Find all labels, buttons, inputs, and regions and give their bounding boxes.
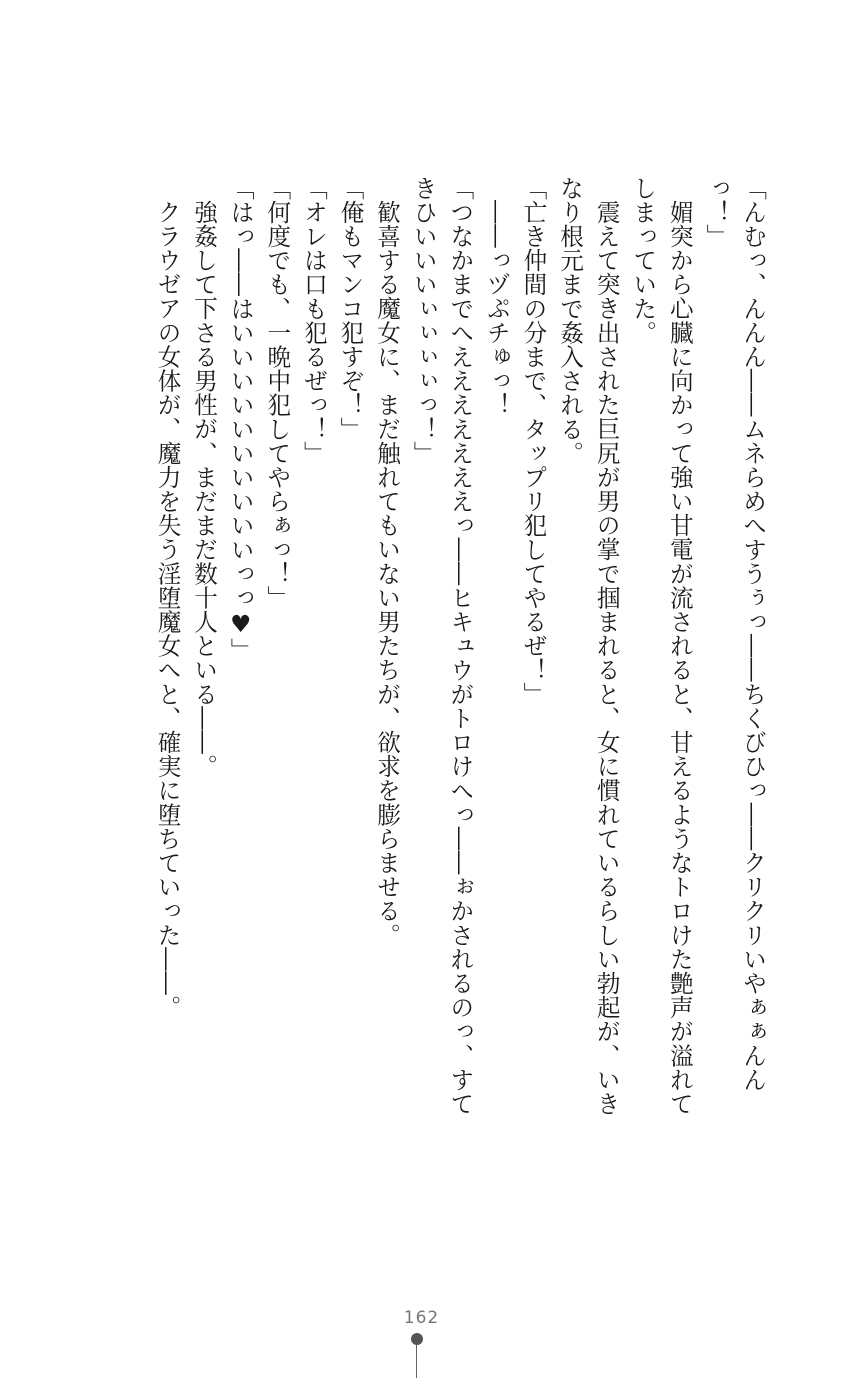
text-line: 「オレは口も犯るぜっ！」	[299, 176, 328, 466]
text-line: クラウゼアの女体が、魔力を失う淫堕魔女へと、確実に堕ちていった――。	[153, 199, 182, 1019]
vertical-text-body	[149, 176, 771, 1136]
text-line: 「んむっ、んんん――ムネらめへすうぅっ――ちくびひっ――クリクリいやぁぁんんっ！」	[702, 176, 767, 1092]
page-number: 162	[403, 1308, 440, 1328]
text-line: 「はっ――はいいいいいいいいいいっっ♥」	[226, 176, 255, 663]
text-line: 「何度でも、一晩中犯してやらぁっ！」	[263, 176, 292, 610]
text-line: 強姦して下さる男性が、まだまだ数十人といる――。	[190, 199, 219, 778]
page-marker-dot	[411, 1333, 423, 1345]
text-line: 媚突から心臓に向かって強い甘電が流されると、甘えるようなトロけた艶声が溢れてしまっていた。	[629, 176, 694, 1116]
text-line: ――っヅぷチゅっ！	[482, 199, 511, 417]
text-line: 歓喜する魔女に、まだ触れてもいない男たちが、欲求を膨らませる。	[373, 199, 402, 947]
page-marker-line	[416, 1345, 417, 1378]
text-line: 震えて突き出された巨尻が男の掌で掴まれると、女に慣れているらしい勃起が、いきなり根元まで姦入される。	[556, 176, 621, 1116]
text-line: 「つなかまでへえええええええっ――ヒキュウがトロけへっ――ぉかされるのっ、すてきひいいいぃぃぃぃっ！」	[409, 176, 475, 1116]
text-line: 「亡き仲間の分まで、タップリ犯してやるぜ！」	[519, 176, 548, 707]
text-line: 「俺もマンコ犯すぞ！」	[336, 176, 365, 442]
